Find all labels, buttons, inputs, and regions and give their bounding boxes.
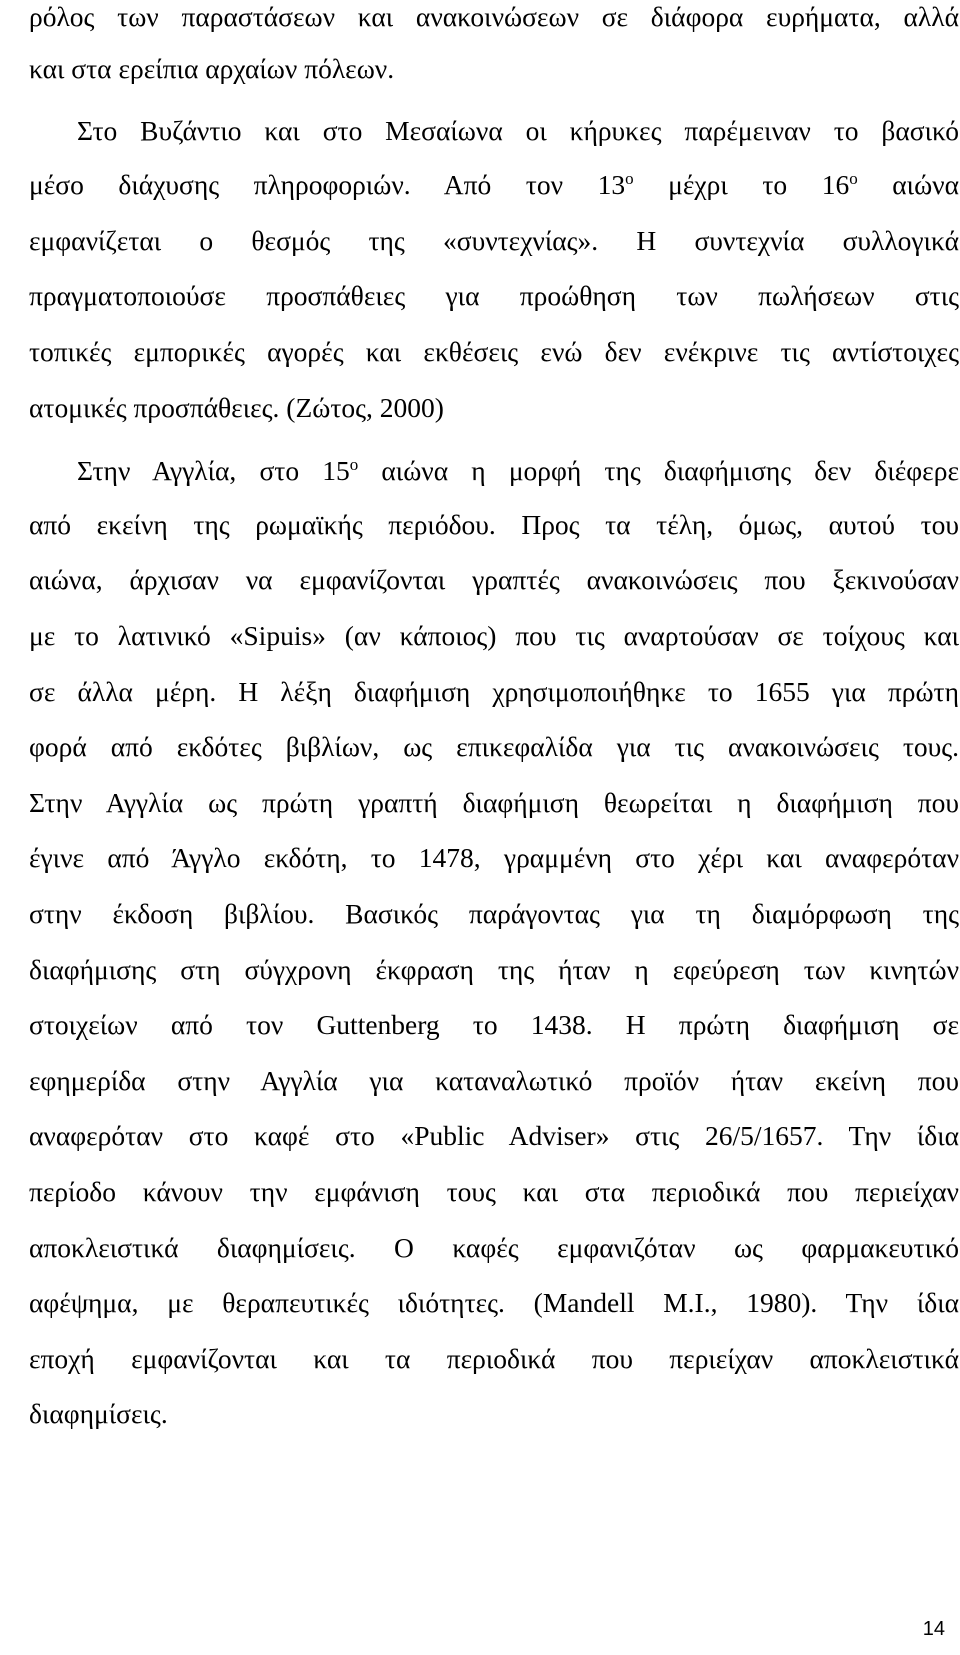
text-line bbox=[77, 114, 959, 148]
text-line bbox=[29, 1286, 959, 1320]
text-segment: από εκείνη της ρωμαϊκής περιόδου. Προς τα τέλη, όμως, αυτού του bbox=[29, 509, 959, 540]
text-segment: διαφήμισης στη σύγχρονη έκφραση της ήταν η εφεύρεση των κινητών bbox=[29, 954, 959, 985]
text-segment: αποκλειστικά διαφημίσεις. Ο καφές εμφανιζόταν ως φαρμακευτικό bbox=[29, 1232, 959, 1263]
text-line bbox=[29, 1231, 959, 1265]
text-segment: και στα ερείπια αρχαίων πόλεων. bbox=[29, 53, 395, 84]
text-segment: αιώνα η μορφή της διαφήμισης δεν διέφερε bbox=[358, 455, 959, 486]
text-segment: αιώνα, άρχισαν να εμφανίζονται γραπτές ανακοινώσεις που ξεκινούσαν bbox=[29, 564, 959, 595]
text-line bbox=[29, 953, 959, 987]
text-segment: εμφανίζεται ο θεσμός της «συντεχνίας». Η συντεχνία συλλογικά bbox=[29, 225, 959, 256]
text-line bbox=[29, 1119, 959, 1153]
text-segment: σε άλλα μέρη. Η λέξη διαφήμιση χρησιμοποιήθηκε το 1655 για πρώτη bbox=[29, 676, 959, 707]
text-line bbox=[29, 1064, 959, 1098]
text-segment: πραγματοποιούσε προσπάθειες για προώθηση των πωλήσεων στις bbox=[29, 280, 959, 311]
text-segment: διαφημίσεις. bbox=[29, 1398, 168, 1429]
text-line bbox=[29, 335, 959, 369]
superscript: ο bbox=[625, 169, 634, 188]
text-line bbox=[29, 786, 959, 820]
text-segment: με το λατινικό «Sipuis» (αν κάποιος) που τις αναρτούσαν σε τοίχους και bbox=[29, 620, 959, 651]
superscript: ο bbox=[849, 169, 858, 188]
text-segment: ρόλος των παραστάσεων και ανακοινώσεων σε διάφορα ευρήματα, αλλά bbox=[29, 1, 959, 32]
text-segment: μέσο διάχυσης πληροφοριών. Από τον 13 bbox=[29, 169, 626, 200]
text-line bbox=[29, 730, 959, 764]
text-line bbox=[29, 224, 959, 258]
text-segment: τοπικές εμπορικές αγορές και εκθέσεις ενώ δεν ενέκρινε τις αντίστοιχες bbox=[29, 336, 959, 367]
text-line bbox=[29, 279, 959, 313]
text-line bbox=[29, 0, 959, 34]
text-line bbox=[29, 1397, 168, 1431]
text-segment: εποχή εμφανίζονται και τα περιοδικά που περιείχαν αποκλειστικά bbox=[29, 1343, 959, 1374]
text-segment: αφέψημα, με θεραπευτικές ιδιότητες. (Mandell M.I., 1980). Την ίδια bbox=[29, 1287, 959, 1318]
text-segment: εφημερίδα στην Αγγλία για καταναλωτικό προϊόν ήταν εκείνη που bbox=[29, 1065, 959, 1096]
text-segment: μέχρι το 16 bbox=[633, 169, 850, 200]
text-line bbox=[29, 675, 959, 709]
page-number: 14 bbox=[922, 1618, 945, 1640]
text-segment: στην έκδοση βιβλίου. Βασικός παράγοντας για τη διαμόρφωση της bbox=[29, 898, 959, 929]
text-segment: στοιχείων από τον Guttenberg το 1438. Η πρώτη διαφήμιση σε bbox=[29, 1009, 959, 1040]
text-segment: φορά από εκδότες βιβλίων, ως επικεφαλίδα για τις ανακοινώσεις τους. bbox=[29, 731, 959, 762]
text-segment: Στην Αγγλία ως πρώτη γραπτή διαφήμιση θεωρείται η διαφήμιση που bbox=[29, 787, 959, 818]
text-line bbox=[29, 1175, 959, 1209]
text-line bbox=[29, 897, 959, 931]
text-line bbox=[29, 1008, 959, 1042]
text-line bbox=[29, 563, 959, 597]
text-line bbox=[29, 619, 959, 653]
text-line bbox=[29, 841, 959, 875]
text-segment: περίοδο κάνουν την εμφάνιση τους και στα περιοδικά που περιείχαν bbox=[29, 1176, 959, 1207]
text-line bbox=[29, 508, 959, 542]
text-segment: αιώνα bbox=[857, 169, 960, 200]
text-segment: αναφερόταν στο καφέ στο «Public Adviser» στις 26/5/1657. Την ίδια bbox=[29, 1120, 959, 1151]
text-line bbox=[29, 391, 444, 425]
superscript: ο bbox=[349, 455, 359, 474]
text-segment: έγινε από Άγγλο εκδότη, το 1478, γραμμένη στο χέρι και αναφερόταν bbox=[29, 842, 959, 873]
text-line bbox=[29, 168, 959, 202]
text-segment: Στο Βυζάντιο και στο Μεσαίωνα οι κήρυκες παρέμειναν το βασικό bbox=[77, 115, 959, 146]
text-segment: Στην Αγγλία, στο 15 bbox=[77, 455, 350, 486]
text-line bbox=[77, 454, 959, 488]
text-segment: ατομικές προσπάθειες. (Ζώτος, 2000) bbox=[29, 392, 444, 423]
text-line bbox=[29, 1342, 959, 1376]
text-line bbox=[29, 52, 394, 86]
